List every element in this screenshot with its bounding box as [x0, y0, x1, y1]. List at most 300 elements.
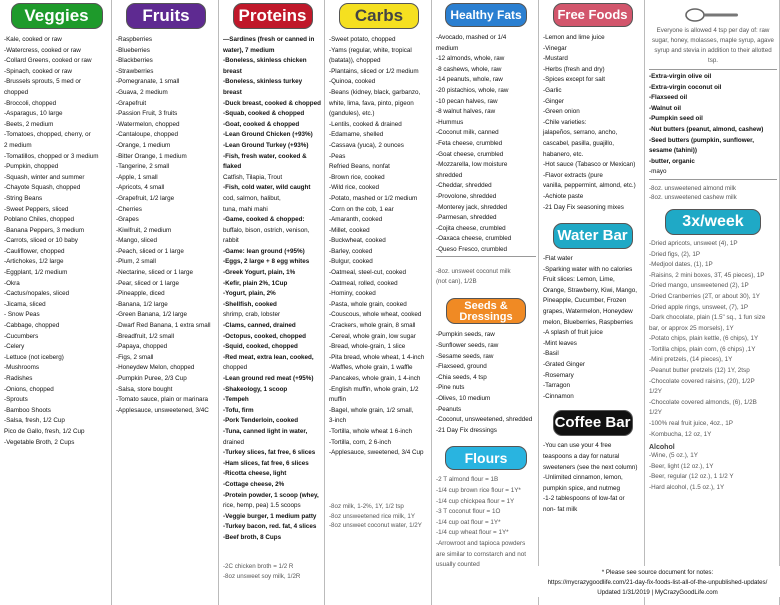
list-item: -Chocolate covered raisins, (20), 1/2P: [649, 377, 755, 385]
list-item: -Plum, 2 small: [116, 258, 156, 266]
list-item: -Honeydew Melon, chopped: [116, 364, 195, 372]
list-item: -Pita bread, whole wheat, 1 4-inch: [329, 353, 425, 361]
list-item: -Oatmeal, rolled, cooked: [329, 279, 398, 287]
water-header: Water Bar: [553, 223, 633, 249]
list-item: -Green onion: [543, 108, 580, 116]
list-item: -Flaxseed oil: [649, 94, 688, 102]
list-item: -Peas: [329, 152, 346, 160]
footer-updated: Updated 1/31/2019 | MyCrazyGoodLife.com: [597, 588, 718, 596]
list-item: -Tofu, firm: [223, 406, 254, 414]
list-item: Orange, Strawberry, Kiwi, Mango,: [543, 286, 638, 294]
list-item: -Beer, light (12 oz.), 1Y: [649, 462, 714, 470]
carbs-notes: [329, 502, 422, 531]
list-item: cascabel, pasilla, guajillo,: [543, 139, 615, 147]
week-header: 3x/week: [665, 209, 761, 235]
list-item: -Protein powder, 1 scoop (whey,: [223, 491, 319, 499]
list-item: 2 medium: [4, 141, 32, 149]
list-item: -Figs, 2 small: [116, 353, 154, 361]
list-item: -Duck breast, cooked & chopped: [223, 99, 321, 107]
list-item: -Hummus: [436, 118, 464, 126]
list-item: -Chocolate covered almonds, (6), 1/2B: [649, 398, 757, 406]
list-item: -Bulgur, cooked: [329, 258, 373, 266]
list-item: -Walnut oil: [649, 104, 681, 112]
list-item: -Pumpkin, chopped: [4, 163, 59, 171]
list-item: -Pomegranate, 1 small: [116, 78, 180, 86]
list-item: -Kiwifruit, 2 medium: [116, 226, 172, 234]
list-item: -Goat, cooked & chopped: [223, 120, 300, 128]
list-item: -Pumpkin Puree, 2/3 Cup: [116, 375, 187, 382]
list-item: cod, salmon, halibut,: [223, 194, 281, 202]
list-item: -Applesauce, unsweetened, 3/4C: [116, 406, 209, 414]
note-line: -8oz unsweet coconut water, 1/2Y: [329, 522, 422, 529]
list-item: -12 almonds, whole, raw: [436, 55, 505, 63]
list-item: -Clams, canned, drained: [223, 322, 296, 330]
week-list: [649, 239, 777, 440]
list-item: -Raspberries: [116, 36, 153, 43]
list-item: -Squid, cooked, chopped: [223, 343, 298, 351]
footer: [535, 566, 780, 597]
list-item: -1/4 cup wheat flour = 1Y*: [436, 529, 509, 537]
list-item: -Olives, 10 medium: [436, 395, 491, 403]
note-line: -2C chicken broth = 1/2 R: [223, 563, 294, 570]
list-item: (gandules), etc.): [329, 110, 375, 118]
list-item: -Apricots, 4 small: [116, 184, 165, 192]
list-item: -Watercress, cooked or raw: [4, 46, 81, 54]
list-item: -Applesauce, sweetened, 3/4 Cup: [329, 449, 424, 457]
list-item: -Cherries: [116, 205, 142, 213]
list-item: -10 pecan halves, raw: [436, 97, 498, 105]
list-item: -Apple, 1 small: [116, 173, 158, 181]
fats-header: Healthy Fats: [445, 3, 527, 27]
flours-list: [436, 475, 536, 570]
list-item: chopped: [223, 364, 248, 372]
list-item: -You can use your 4 free: [543, 442, 612, 450]
list-item: -Squash, winter and summer: [4, 173, 85, 181]
list-item: -Herbs (fresh and dry): [543, 65, 605, 73]
list-item: -Grapefruit, 1/2 large: [116, 194, 175, 202]
list-item: -Kale, cooked or raw: [4, 36, 62, 43]
list-item: muffin: [329, 396, 347, 404]
carbs-header: Carbs: [339, 3, 419, 29]
list-item: -Potato, mashed or 1/2 medium: [329, 194, 418, 202]
list-item: - Snow Peas: [4, 311, 40, 319]
list-item: -Unlimited cinnamon, lemon,: [543, 474, 623, 482]
list-item: -Sprouts: [4, 396, 28, 404]
list-item: -Spices except for salt: [543, 76, 605, 84]
list-item: 1/2Y: [649, 409, 662, 417]
list-item: -Yogurt, plain, 2%: [223, 290, 276, 298]
list-item: -Pasta, whole grain, cooked: [329, 300, 407, 308]
list-item: habanero, etc.: [543, 150, 584, 158]
tsp-column: [645, 0, 780, 605]
list-item: -100% real fruit juice, 4oz., 1P: [649, 420, 733, 428]
free-list: [543, 33, 642, 213]
seeds-list: [436, 330, 536, 436]
fruits-list: [116, 35, 216, 416]
list-item: -Peanut butter pretzels (12) 1Y, 2tsp: [649, 367, 750, 375]
list-item: -Tortilla, corn, 2 6-inch: [329, 438, 391, 446]
list-item: -Spinach, cooked or raw: [4, 67, 72, 75]
list-item: -Jicama, sliced: [4, 300, 46, 308]
proteins-column: [219, 0, 325, 605]
list-item: Poblano Chiles, chopped: [4, 216, 75, 224]
list-item: -Nectarine, sliced or 1 large: [116, 269, 193, 277]
list-item: -Broccoli, chopped: [4, 99, 57, 107]
list-item: melon, Blueberries, Raspberries: [543, 318, 633, 326]
list-item: -Basil: [543, 350, 559, 358]
list-item: -Lean ground red meat (+95%): [223, 375, 314, 382]
veggies-column: [0, 0, 112, 605]
list-item: -Ricotta cheese, light: [223, 470, 287, 478]
list-item: -Mozzarella, low moisture: [436, 161, 508, 169]
list-item: -8 cashews, whole, raw: [436, 65, 502, 73]
list-item: -Octopus, cooked, chopped: [223, 332, 306, 340]
fats-column: [432, 0, 539, 605]
list-item: -Boneless, skinless chicken breast: [223, 57, 307, 75]
footer-url[interactable]: https://mycrazygoodlife.com/21-day-fix-foods-list-all-of-the-unpublished-updates/: [547, 578, 768, 586]
list-item: -Pineapple, diced: [116, 290, 165, 298]
list-item: -Radishes: [4, 375, 33, 382]
list-item: -Nut butters (peanut, almond, cashew): [649, 125, 764, 133]
proteins-list: [223, 35, 322, 544]
list-item: -Peach, sliced or 1 large: [116, 247, 184, 255]
list-item: usually counted: [436, 561, 480, 569]
list-item: -Artichokes, 1/2 large: [4, 258, 64, 266]
list-item: -Breadfruit, 1/2 small: [116, 332, 175, 340]
list-item: buffalo, bison, ostrich, venison,: [223, 226, 310, 234]
list-item: -Dried apricots, unsweet (4), 1P: [649, 239, 738, 247]
list-item: -Tarragon: [543, 382, 570, 390]
list-item: -Wild rice, cooked: [329, 184, 380, 192]
list-item: -Cottage cheese, 2%: [223, 480, 285, 488]
list-item: -Hard alcohol, (1.5 oz.), 1Y: [649, 484, 725, 491]
list-item: -Tomato sauce, plain or marinara: [116, 396, 209, 404]
veggies-list: [4, 35, 109, 448]
list-item: bar, or approx 25 morsels), 1Y: [649, 324, 734, 332]
list-item: -Lemon and lime juice: [543, 34, 605, 41]
list-item: medium: [436, 44, 459, 52]
carbs-list: [329, 35, 429, 459]
list-item: -Eggs, 2 large + 8 egg whites: [223, 258, 310, 266]
list-item: Pico de Gallo, fresh, 1/2 Cup: [4, 427, 85, 435]
list-item: -Raisins, 2 mini boxes, 3T, 45 pieces), 1P: [649, 271, 765, 279]
list-item: -Pork Tenderloin, cooked: [223, 417, 299, 425]
list-item: -Plantains, sliced or 1/2 medium: [329, 67, 419, 75]
list-item: -Banana Peppers, 3 medium: [4, 226, 85, 234]
list-item: sesame (tahini)): [649, 147, 697, 155]
list-item: -Avocado, mashed or 1/4: [436, 34, 507, 41]
list-item: -Flat water: [543, 255, 573, 263]
free-header: Free Foods: [553, 3, 633, 27]
list-item: -1/4 cup brown rice flour = 1Y*: [436, 487, 521, 494]
fruits-header: Fruits: [126, 3, 206, 29]
list-item: -Guava, 2 medium: [116, 88, 168, 96]
list-item: Catfish, Tilapia, Trout: [223, 173, 283, 181]
list-item: -Oatmeal, steel-cut, cooked: [329, 269, 406, 277]
list-item: -Peanuts: [436, 405, 462, 413]
fats-list: [436, 33, 536, 255]
list-item: -Cheddar, shredded: [436, 182, 492, 190]
list-item: -Seed butters (pumpkin, sunflower,: [649, 136, 754, 144]
list-item: -Mango, sliced: [116, 237, 157, 245]
list-item: -Bread, whole-grain, 1 slice: [329, 343, 406, 351]
list-item: -Game: lean ground (+95%): [223, 247, 305, 255]
list-item: -Ham slices, fat free, 6 slices: [223, 459, 309, 467]
list-item: -Yams (regular, white, tropical: [329, 46, 412, 54]
list-item: -Coconut, unsweetened, shredded: [436, 416, 533, 424]
list-item: -Cassava (yuca), 2 ounces: [329, 141, 404, 149]
coffee-header: Coffee Bar: [553, 410, 633, 436]
list-item: -3 T coconut flour = 1O: [436, 508, 501, 516]
list-item: jalapeños, serrano, ancho,: [543, 129, 618, 137]
note-line: -8oz. unsweetened cashew milk: [649, 194, 737, 202]
list-item: -Passion Fruit, 3 fruits: [116, 110, 178, 118]
proteins-header: Proteins: [233, 3, 313, 29]
tsp-list: [649, 72, 777, 178]
list-item: -Chayote Squash, chopped: [4, 184, 81, 192]
list-item: -Chile varieties:: [543, 118, 587, 126]
list-item: -Dwarf Red Banana, 1 extra small: [116, 322, 211, 330]
seeds-header: Seeds & Dressings: [446, 298, 526, 324]
list-item: -Sweet Peppers, sliced: [4, 205, 69, 213]
list-item: vanilla, peppermint, almond, etc.): [543, 182, 636, 190]
proteins-notes: [223, 562, 300, 581]
list-item: non- fat milk: [543, 505, 578, 513]
list-item: rabbit: [223, 237, 239, 245]
list-item: -Beer, regular (12 oz.), 1 1/2 Y: [649, 473, 734, 481]
list-item: Refried Beans, nonfat: [329, 163, 390, 171]
list-item: -Quinoa, cooked: [329, 78, 376, 86]
list-item: 3-inch: [329, 417, 347, 425]
list-item: -Lettuce (not iceberg): [4, 353, 64, 361]
list-item: -String Beans: [4, 194, 43, 202]
coffee-list: [543, 441, 642, 515]
list-item: -Dried Cranberries (2T, or about 30), 1Y: [649, 292, 760, 300]
list-item: -Amaranth, cooked: [329, 216, 383, 224]
tsp-notes: [649, 184, 777, 203]
list-item: sweeteners (see the next column): [543, 463, 638, 471]
list-item: -1/4 cup chickpea flour = 1Y: [436, 497, 515, 505]
list-item: -Tomatoes, chopped, cherry, or: [4, 131, 91, 139]
list-item: -Feta cheese, crumbled: [436, 139, 503, 147]
list-item: -Waffles, whole grain, 1 waffle: [329, 364, 413, 372]
list-item: -Hot sauce (Tabasco or Mexican): [543, 161, 636, 169]
list-item: -Rosemary: [543, 371, 574, 379]
list-item: -Tempeh: [223, 396, 249, 404]
list-item: -Game, cooked & chopped:: [223, 216, 305, 224]
list-item: -Bagel, whole grain, 1/2 small,: [329, 406, 414, 414]
list-item: -Tortilla, whole wheat 1 6-inch: [329, 427, 412, 435]
list-item: -Pancakes, whole grain, 1 4-inch: [329, 375, 421, 382]
list-item: -Sesame seeds, raw: [436, 352, 494, 360]
list-item: -Couscous, whole wheat, cooked: [329, 311, 422, 319]
list-item: -Garlic: [543, 86, 562, 94]
list-item: -Potato chips, plain kettle, (6 chips), 1Y: [649, 335, 759, 343]
list-item: -Veggie burger, 1 medium patty: [223, 512, 317, 520]
list-item: -Carrots, sliced or 10 baby: [4, 237, 78, 245]
list-item: -English muffin, whole grain, 1/2: [329, 385, 419, 393]
list-item: -Chia seeds, 4 tsp: [436, 373, 487, 381]
list-item: 1/2Y: [649, 388, 662, 396]
list-item: -21 Day Fix seasoning mixes: [543, 203, 624, 211]
list-item: -Vinegar: [543, 44, 567, 52]
list-item: -Tangerine, 2 small: [116, 163, 170, 171]
list-item: -Mushrooms: [4, 364, 39, 372]
list-item: -Turkey bacon, red. fat, 4 slices: [223, 523, 317, 531]
list-item: -Arrowroot and tapioca powders: [436, 539, 526, 547]
list-item: -mayo: [649, 168, 667, 176]
list-item: -8 walnut halves, raw: [436, 108, 496, 116]
list-item: -2 T almond flour = 1B: [436, 476, 499, 484]
list-item: -Pumpkin seeds, raw: [436, 331, 495, 339]
list-item: Fruit slices: Lemon, Lime,: [543, 276, 615, 284]
list-item: -Wine, (5 oz.), 1Y: [649, 452, 698, 460]
list-item: -Bitter Orange, 1 medium: [116, 152, 187, 160]
list-item: -Dried figs, (2), 1P: [649, 250, 701, 258]
list-item: -Salsa, fresh, 1/2 Cup: [4, 417, 65, 425]
list-item: pumpkin spice, and nutmeg: [543, 484, 621, 492]
list-item: -Pine nuts: [436, 384, 465, 392]
list-item: -Papaya, chopped: [116, 343, 168, 351]
list-item: Pineapple, Cucumber, Frozen: [543, 297, 627, 305]
note-line: -8oz. unsweetened almond milk: [649, 184, 737, 192]
list-item: -Bamboo Shoots: [4, 406, 51, 414]
list-item: -Okra: [4, 279, 20, 287]
spoon-icon: [683, 6, 743, 24]
list-item: -Flavor extracts (pure: [543, 171, 603, 179]
list-item: -Pumpkin seed oil: [649, 115, 703, 123]
list-item: -1/4 cup oat flour = 1Y*: [436, 518, 501, 526]
veggies-header: Veggies: [11, 3, 103, 29]
list-item: -Sunflower seeds, raw: [436, 342, 499, 350]
list-item: -Edamame, shelled: [329, 131, 384, 139]
list-item: -Lentils, cooked & drained: [329, 120, 402, 128]
list-item: -Brussels sprouts, 5 med or: [4, 78, 81, 86]
list-item: chopped: [4, 88, 29, 96]
list-item: -Mini pretzels, (14 pieces), 1Y: [649, 356, 733, 364]
list-item: -Squab, cooked & chopped: [223, 110, 305, 118]
list-item: -Lean Ground Chicken (+93%): [223, 131, 313, 139]
list-item: water), 7 medium: [223, 46, 275, 54]
list-item: -Kefir, plain 2%, 1Cup: [223, 279, 288, 287]
list-item: -Blackberries: [116, 57, 153, 65]
list-item: -Cauliflower, chopped: [4, 247, 65, 255]
list-item: -Oaxaca cheese, crumbled: [436, 235, 512, 243]
list-item: -Salsa, store bought: [116, 385, 173, 393]
list-item: -Hominy, cooked: [329, 290, 376, 298]
list-item: -butter, organic: [649, 157, 695, 165]
fruits-column: [112, 0, 219, 605]
list-item: -Celery: [4, 343, 25, 351]
list-item: -Beans (kidney, black, garbanzo,: [329, 88, 421, 96]
list-item: -Brown rice, cooked: [329, 173, 385, 181]
list-item: -14 peanuts, whole, raw: [436, 76, 503, 84]
list-item: -Monterey jack, shredded: [436, 203, 508, 211]
list-item: white, lima, fava, pinto, pigeon: [329, 99, 414, 107]
list-item: -Dried mango, unsweetened (2), 1P: [649, 282, 749, 290]
list-item: -Boneless, skinless turkey breast: [223, 78, 303, 96]
list-item: -Tortilla chips, plain corn, (6 chips) ,1Y: [649, 345, 756, 353]
list-item: -Crackers, whole grain, 8 small: [329, 322, 416, 330]
carbs-column: [325, 0, 432, 605]
free-column: [539, 0, 645, 605]
list-item: grapes, Watermelon, Honeydew: [543, 308, 633, 316]
list-item: -Barley, cooked: [329, 247, 373, 255]
list-item: -Eggplant, 1/2 medium: [4, 269, 68, 277]
list-item: -Shellfish, cooked: [223, 300, 277, 308]
list-item: are similar to cornstarch and not: [436, 550, 526, 558]
list-item: -Asparagus, 10 large: [4, 110, 63, 118]
list-item: -Watermelon, chopped: [116, 120, 180, 128]
list-item: shredded: [436, 171, 463, 179]
list-item: -Goat cheese, crumbled: [436, 150, 504, 158]
list-item: -Cabbage, chopped: [4, 322, 60, 330]
flours-header: Flours: [445, 446, 527, 470]
alcohol-list: [649, 451, 777, 493]
list-item: -Extra-virgin olive oil: [649, 73, 712, 80]
list-item: -Buckwheat, cooked: [329, 237, 386, 245]
list-item: -Turkey slices, fat free, 6 slices: [223, 449, 316, 457]
list-item: -21 Day Fix dressings: [436, 426, 497, 434]
water-list: [543, 254, 642, 402]
list-item: -Fish, cold water, wild caught: [223, 184, 311, 192]
list-item: -Cinnamon: [543, 392, 574, 400]
list-item: -Onions, chopped: [4, 385, 54, 393]
list-item: -Grapefruit: [116, 99, 147, 107]
list-item: -Kombucha, 12 oz, 1Y: [649, 430, 712, 438]
list-item: -Ginger: [543, 97, 564, 105]
list-item: -Blueberries: [116, 46, 150, 54]
list-item: -Tomatillos, chopped or 3 medium: [4, 152, 99, 160]
list-item: -Lean Ground Turkey (+93%): [223, 141, 309, 149]
list-item: —Sardines (fresh or canned in: [223, 36, 315, 43]
list-item: -Pear, sliced or 1 large: [116, 279, 179, 287]
list-item: teaspoons a day for natural: [543, 453, 620, 460]
tsp-intro: Everyone is allowed 4 tsp per day of: raw sugar, honey, molasses, maple syrup, agave syrup and stevia in addition to their allotted tsp.: [652, 27, 774, 64]
list-item: -Dark chocolate, plain (1.5" sq., 1 fun size: [649, 314, 766, 322]
list-item: -Grated Ginger: [543, 361, 585, 369]
list-item: -Sparking water with no calories: [543, 265, 633, 273]
list-item: -Coconut milk, canned: [436, 129, 499, 137]
list-item: -Extra-virgin coconut oil: [649, 83, 722, 91]
footer-note: * Please see source document for notes:: [601, 569, 714, 576]
list-item: -Achiote paste: [543, 192, 584, 200]
list-item: -Green Banana, 1/2 large: [116, 311, 188, 319]
list-item: rice, hemp, pea) 1.5 scoops: [223, 502, 301, 510]
list-item: -Mint leaves: [543, 339, 577, 347]
list-item: -Sweet potato, chopped: [329, 36, 396, 43]
list-item: -Medjool dates, (1), 1P: [649, 261, 713, 269]
list-item: -Fish, fresh water, cooked & flaked: [223, 152, 307, 171]
list-item: -Cucumbers: [4, 332, 39, 340]
list-item: -Beets, 2 medium: [4, 120, 54, 128]
list-item: -Cojita cheese, crumbled: [436, 224, 506, 232]
list-item: -Cactus/nopales, sliced: [4, 290, 70, 298]
list-item: -Corn on the cob, 1 ear: [329, 205, 394, 213]
list-item: -Beef broth, 8 Cups: [223, 533, 282, 541]
list-item: tuna, mahi mahi: [223, 205, 268, 213]
list-item: -Cereal, whole grain, low sugar: [329, 332, 416, 340]
list-item: -20 pistachios, whole, raw: [436, 86, 509, 94]
note-line: -8oz milk, 1-2%, 1Y, 1/2 tsp: [329, 503, 404, 510]
fats-note: -8oz. unsweet coconut milk (not can), 1/2B: [436, 268, 511, 285]
list-item: shrimp, crab, lobster: [223, 311, 281, 319]
list-item: -Greek Yogurt, plain, 1%: [223, 269, 296, 277]
list-item: -Red meat, extra lean, cooked,: [223, 353, 314, 361]
list-item: -Vegetable Broth, 2 Cups: [4, 438, 75, 446]
list-item: -Queso Fresco, crumbled: [436, 245, 508, 253]
list-item: -1-2 tablespoons of low-fat or: [543, 495, 625, 503]
